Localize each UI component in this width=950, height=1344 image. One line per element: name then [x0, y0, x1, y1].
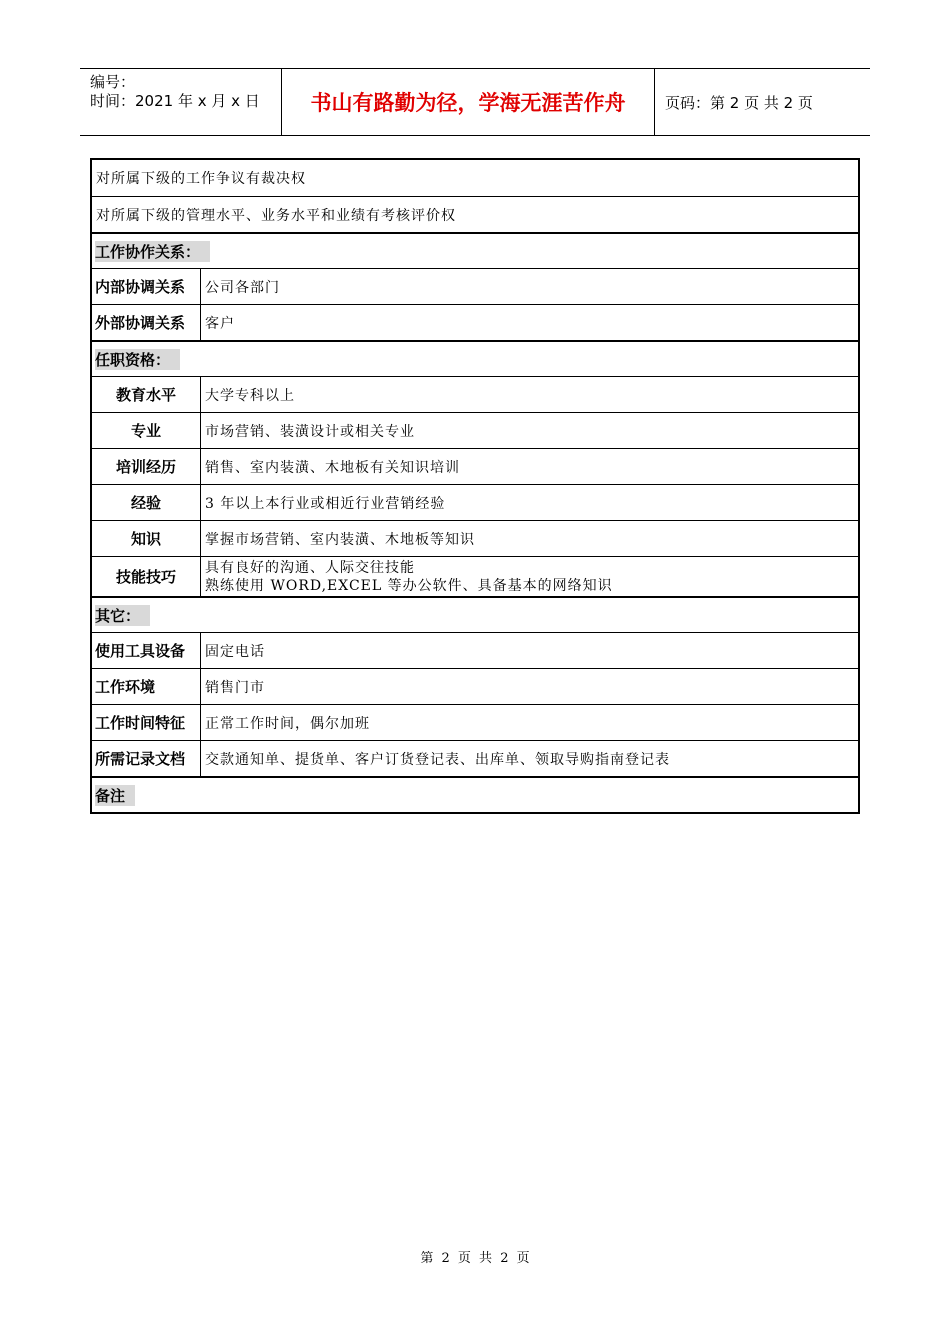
section-row-qualifications [92, 340, 858, 376]
authority-row [92, 196, 858, 232]
table-row [92, 268, 858, 304]
row-value: 公司各部门 [205, 279, 280, 296]
authority-text: 对所属下级的管理水平、业务水平和业绩有考核评价权 [96, 207, 456, 224]
row-label: 培训经历 [92, 449, 201, 484]
table-row [92, 448, 858, 484]
section-title-qualifications: 任职资格： [95, 349, 180, 370]
header-page-info: 页码：第 2 页 共 2 页 [665, 93, 813, 112]
section-title-relations: 工作协作关系： [95, 241, 210, 262]
time-label: 时间：2021 年 x 月 x 日 [90, 92, 260, 110]
table-row [92, 304, 858, 340]
table-row [92, 520, 858, 556]
row-value: 市场营销、装潢设计或相关专业 [205, 423, 415, 440]
row-value: 销售门市 [205, 679, 265, 696]
table-row [92, 484, 858, 520]
table-row [92, 412, 858, 448]
row-label: 技能技巧 [92, 557, 201, 596]
row-label: 知识 [92, 521, 201, 556]
page-footer: 第 2 页 共 2 页 [420, 1251, 530, 1266]
row-value: 销售、室内装潢、木地板有关知识培训 [205, 459, 460, 476]
row-label: 内部协调关系 [92, 269, 201, 304]
row-value [201, 557, 858, 596]
row-label: 经验 [92, 485, 201, 520]
section-row-remarks [92, 776, 858, 812]
table-row [92, 556, 858, 596]
row-label: 工作环境 [92, 669, 201, 704]
row-value: 交款通知单、提货单、客户订货登记表、出库单、领取导购指南登记表 [205, 751, 670, 768]
job-description-table [90, 158, 860, 814]
header-motto: 书山有路勤为径，学海无涯苦作舟 [282, 69, 655, 135]
section-title-other: 其它： [95, 605, 150, 626]
authority-row [92, 160, 858, 196]
header-meta [80, 69, 282, 135]
row-label: 所需记录文档 [92, 741, 201, 776]
row-value: 客户 [205, 315, 235, 332]
row-value: 正常工作时间，偶尔加班 [205, 715, 370, 732]
row-value: 3 年以上本行业或相近行业营销经验 [205, 495, 446, 512]
row-value: 大学专科以上 [205, 387, 295, 404]
page-header [80, 68, 870, 136]
table-row [92, 740, 858, 776]
row-label: 使用工具设备 [92, 633, 201, 668]
authority-text: 对所属下级的工作争议有裁决权 [96, 171, 306, 187]
section-row-other [92, 596, 858, 632]
table-row [92, 668, 858, 704]
row-label: 教育水平 [92, 377, 201, 412]
table-row [92, 376, 858, 412]
table-row [92, 704, 858, 740]
row-value: 固定电话 [205, 643, 265, 660]
row-label: 专业 [92, 413, 201, 448]
number-label: 编号： [90, 73, 136, 91]
row-label: 外部协调关系 [92, 305, 201, 340]
row-label: 工作时间特征 [92, 705, 201, 740]
section-row-relations [92, 232, 858, 268]
section-title-remarks: 备注 [95, 785, 135, 806]
skills-line: 具有良好的沟通、人际交往技能 [205, 559, 415, 576]
skills-line: 熟练使用 WORD,EXCEL 等办公软件、具备基本的网络知识 [205, 577, 613, 594]
table-row [92, 632, 858, 668]
row-value: 掌握市场营销、室内装潢、木地板等知识 [205, 531, 475, 548]
